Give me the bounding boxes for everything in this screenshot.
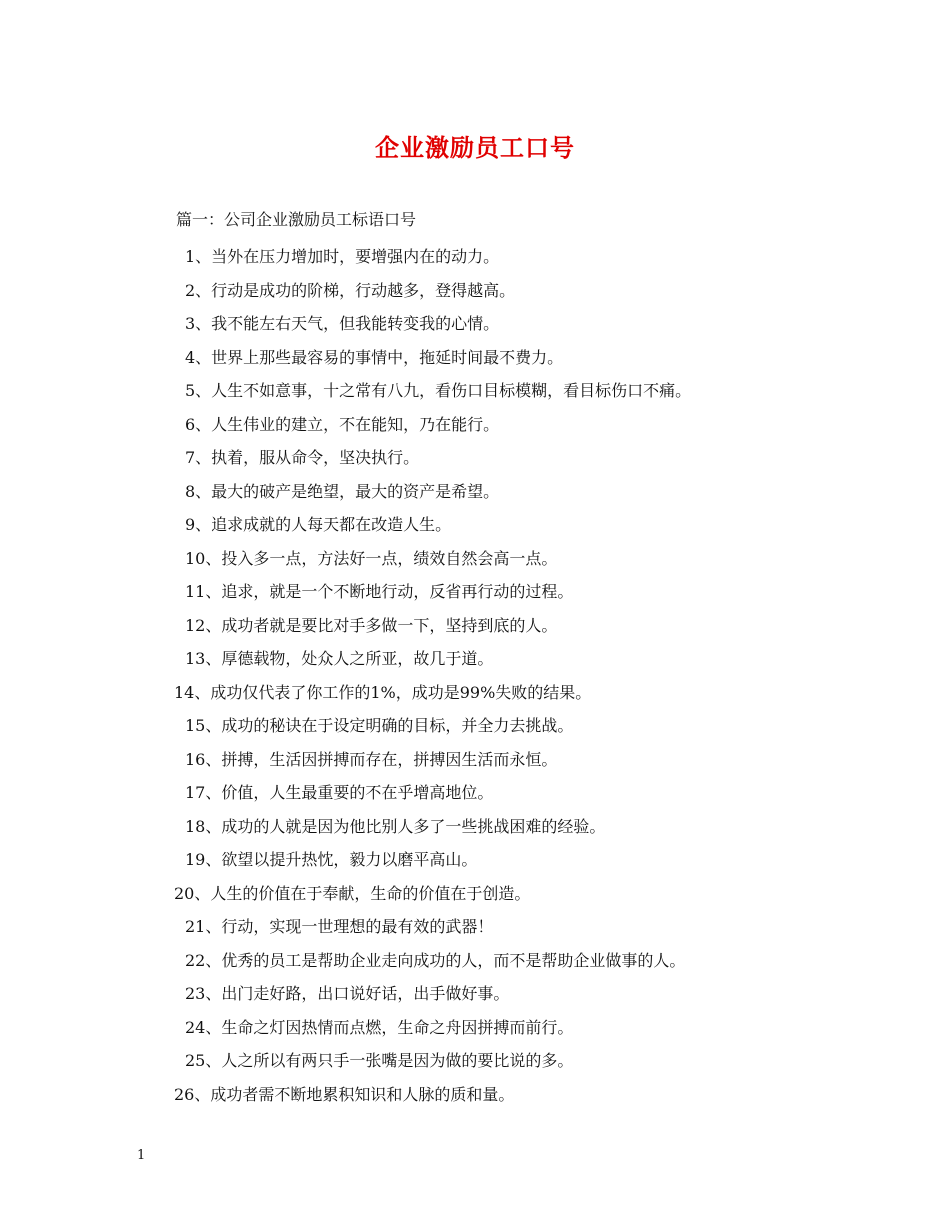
slogan-item: 22、优秀的员工是帮助企业走向成功的人，而不是帮助企业做事的人。 [185, 950, 686, 970]
slogan-item: 6、人生伟业的建立，不在能知，乃在能行。 [185, 414, 500, 434]
slogan-item: 7、执着，服从命令，坚决执行。 [185, 448, 420, 467]
slogan-item: 18、成功的人就是因为他比别人多了一些挑战困难的经验。 [185, 816, 606, 836]
slogan-item: 21、行动，实现一世理想的最有效的武器！ [185, 917, 494, 936]
slogan-item: 17、价值，人生最重要的不在乎增高地位。 [185, 783, 494, 802]
page-number: 1 [137, 1148, 146, 1163]
slogan-item: 3、我不能左右天气，但我能转变我的心情。 [185, 314, 500, 333]
slogan-item: 4、世界上那些最容易的事情中，拖延时间最不费力。 [185, 347, 564, 367]
slogan-item: 10、投入多一点，方法好一点，绩效自然会高一点。 [185, 548, 558, 568]
document-title: 企业激励员工口号 [375, 134, 575, 162]
slogan-item: 20、人生的价值在于奉献，生命的价值在于创造。 [174, 883, 531, 903]
slogan-item: 12、成功者就是要比对手多做一下，坚持到底的人。 [185, 615, 558, 635]
slogan-item: 1、当外在压力增加时，要增强内在的动力。 [185, 247, 500, 266]
slogan-item: 5、人生不如意事，十之常有八九，看伤口目标模糊，看目标伤口不痛。 [185, 381, 692, 400]
slogan-item: 14、成功仅代表了你工作的1%，成功是99%失败的结果。 [174, 682, 592, 702]
section-heading: 篇一：公司企业激励员工标语口号 [176, 210, 417, 229]
slogan-item: 8、最大的破产是绝望，最大的资产是希望。 [185, 481, 500, 501]
slogan-item: 16、拼搏，生活因拼搏而存在，拼搏因生活而永恒。 [185, 749, 558, 769]
slogan-item: 11、追求，就是一个不断地行动，反省再行动的过程。 [185, 582, 574, 601]
slogan-item: 19、欲望以提升热忱，毅力以磨平高山。 [185, 850, 478, 869]
slogan-item: 15、成功的秘诀在于设定明确的目标，并全力去挑战。 [185, 716, 574, 735]
slogan-item: 23、出门走好路，出口说好话，出手做好事。 [185, 984, 510, 1003]
slogan-item: 25、人之所以有两只手一张嘴是因为做的要比说的多。 [185, 1051, 574, 1070]
slogan-item: 24、生命之灯因热情而点燃，生命之舟因拼搏而前行。 [185, 1017, 574, 1037]
slogan-list [174, 240, 691, 1111]
slogan-item: 26、成功者需不断地累积知识和人脉的质和量。 [174, 1084, 515, 1104]
slogan-item: 9、追求成就的人每天都在改造人生。 [185, 515, 452, 534]
slogan-item: 13、厚德载物，处众人之所亚，故几于道。 [185, 649, 494, 668]
slogan-item: 2、行动是成功的阶梯，行动越多，登得越高。 [185, 280, 516, 300]
